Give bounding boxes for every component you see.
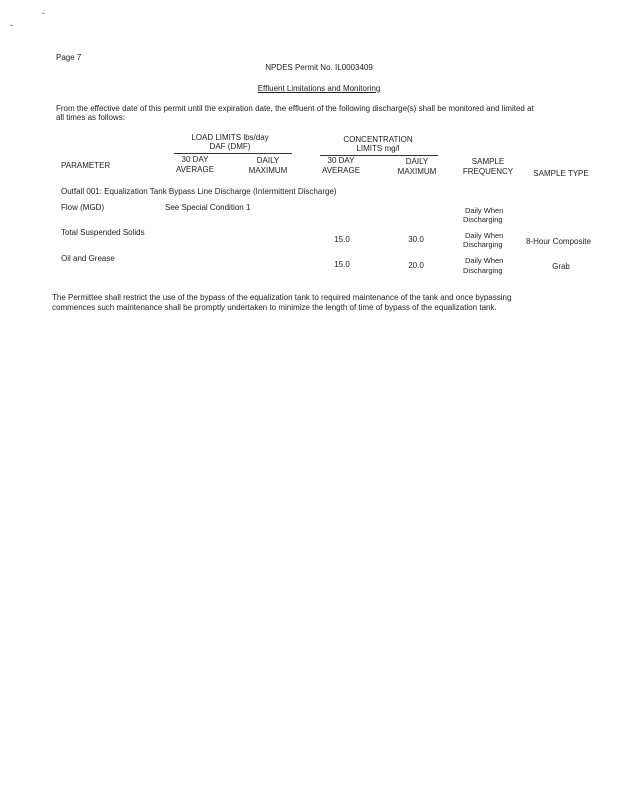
- scan-mark: -: [42, 8, 45, 18]
- load-30day-header: 30 DAY: [181, 155, 209, 164]
- table-row-conc-average: 15.0: [334, 260, 350, 269]
- footer-text-line-1: The Permittee shall restrict the use of the bypass of the equalization tank to required maintenance of the tank and once bypassing: [52, 293, 512, 302]
- intro-text-line-2: all times as follows:: [56, 113, 125, 122]
- page-label: Page 7: [56, 53, 82, 62]
- load-daily-header: DAILY: [256, 156, 280, 165]
- conc-average-header: AVERAGE: [321, 166, 361, 175]
- table-row-frequency: Daily When: [465, 256, 504, 265]
- intro-text-line-1: From the effective date of this permit until the expiration date, the effluent of the following discharge(s) shall be monitored and limited at: [56, 104, 534, 113]
- table-row-frequency: Daily When: [465, 231, 504, 240]
- table-row-parameter: Flow (MGD): [61, 203, 105, 212]
- load-limits-rule: [174, 153, 292, 154]
- table-row-frequency: Daily When: [465, 206, 504, 215]
- table-row-sample-type: 8-Hour Composite: [526, 237, 591, 246]
- conc-maximum-header: MAXIMUM: [397, 167, 437, 176]
- table-row-frequency-sub: Discharging: [463, 266, 503, 275]
- load-maximum-header: MAXIMUM: [248, 166, 288, 175]
- load-limits-header: LOAD LIMITS lbs/day: [191, 133, 269, 142]
- sample-type-header: SAMPLE TYPE: [533, 169, 589, 178]
- table-row-conc-maximum: 20.0: [408, 261, 424, 270]
- table-row-parameter: Oil and Grease: [61, 254, 115, 263]
- scan-mark: -: [10, 20, 13, 30]
- sample-frequency-header: SAMPLE: [471, 157, 505, 166]
- table-row-frequency-sub: Discharging: [463, 240, 503, 249]
- conc-daily-header: DAILY: [405, 157, 429, 166]
- load-average-header: AVERAGE: [175, 165, 215, 174]
- load-limits-subheader: DAF (DMF): [209, 142, 251, 151]
- parameter-column-header: PARAMETER: [61, 161, 111, 170]
- sample-frequency-subheader: FREQUENCY: [462, 167, 514, 176]
- concentration-header: CONCENTRATION: [343, 135, 413, 144]
- table-row-frequency-sub: Discharging: [463, 215, 503, 224]
- permit-title: NPDES Permit No. IL0003409: [265, 63, 373, 72]
- outfall-label: Outfall 001: Equalization Tank Bypass Line Discharge (Intermittent Discharge): [61, 187, 337, 196]
- conc-30day-header: 30 DAY: [327, 156, 355, 165]
- table-row-sample-type: Grab: [552, 262, 570, 271]
- table-row-parameter: Total Suspended Solids: [61, 228, 145, 237]
- table-row-conc-maximum: 30.0: [408, 235, 424, 244]
- section-title: Effluent Limitations and Monitoring: [257, 84, 381, 93]
- table-row-load-note: See Special Condition 1: [165, 203, 251, 212]
- footer-text-line-2: commences such maintenance shall be promptly undertaken to minimize the length of time of bypass of the equalization tank.: [52, 303, 497, 312]
- table-row-conc-average: 15.0: [334, 235, 350, 244]
- concentration-subheader: LIMITS mg/l: [356, 144, 400, 153]
